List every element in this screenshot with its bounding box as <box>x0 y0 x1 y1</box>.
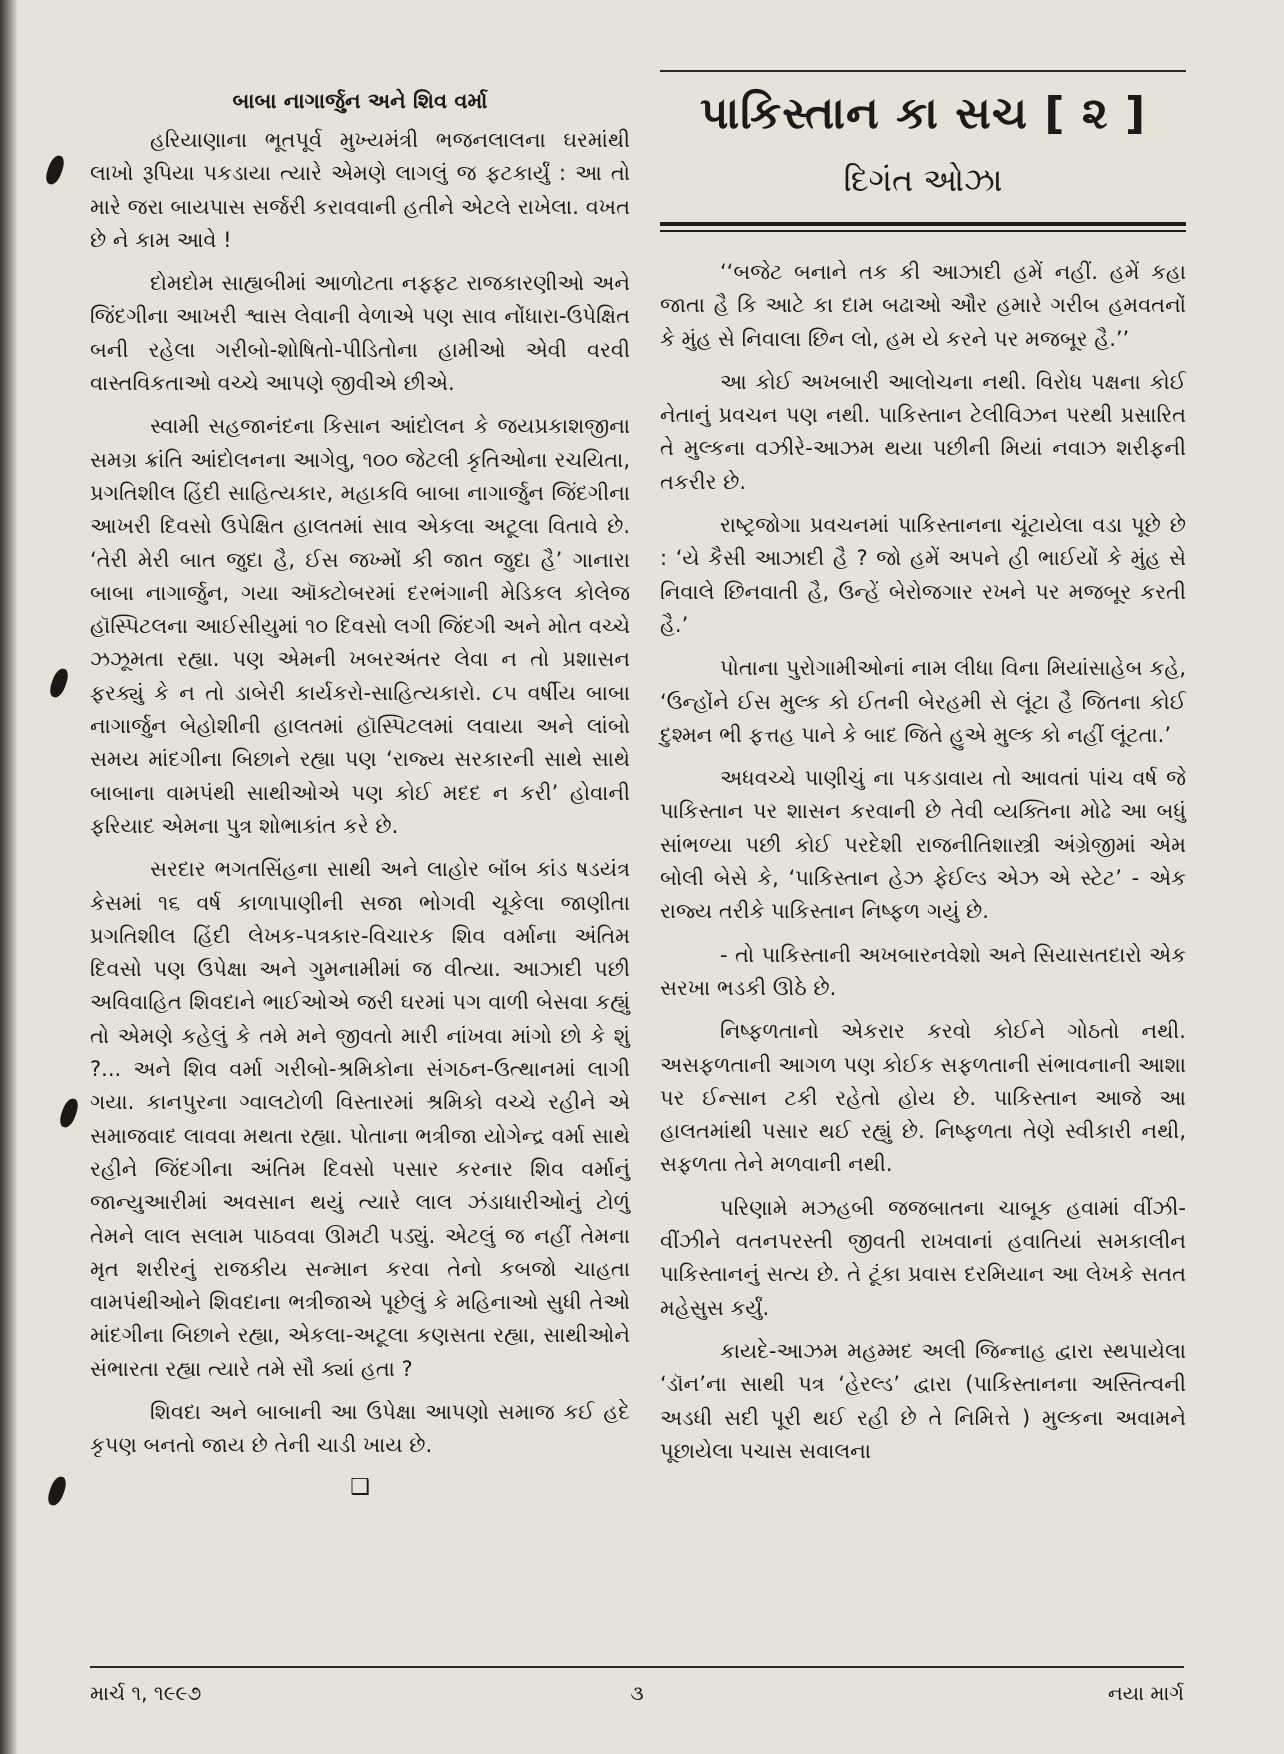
left-article <box>90 86 630 1503</box>
title-bottom-rule <box>660 222 1186 232</box>
right-paragraph-1: ‘‘બજેટ બનાને તક કી આઝાદી હમેં નહીં. હમેં કહા જાતા હૈ કિ આટે કા દામ બઢાઓ ઔર હમારે ગરીબ હમવતનોં કે મુંહ સે નિવાલા છિન લો, હમ યે કરને પર મજબૂર હૈ.’’ <box>660 260 1186 351</box>
punch-hole <box>44 154 67 187</box>
left-paragraph-1: હરિયાણાના ભૂતપૂર્વ મુખ્યમંત્રી ભજનલાલના ઘરમાંથી લાખો રૂપિયા પકડાયા ત્યારે એમણે લાગલું જ ફટકાર્યું : આ તો મારે જરા બાયપાસ સર્જરી કરાવવાની હતીને એટલે રાખેલા. વખત છે ને કામ આવે ! <box>90 128 630 252</box>
right-paragraph-6: - તો પાકિસ્તાની અખબારનવેશો અને સિયાસતદારો એક સરખા ભડકી ઊઠે છે. <box>660 942 1186 1000</box>
page-number: ૩ <box>630 1681 644 1705</box>
author-name: દિગંત ઓઝા <box>843 161 1003 199</box>
right-paragraph-9: કાયદે-આઝમ મહમ્મદ અલી જિન્નાહ દ્વારા સ્થપાયેલા ‘ડૉન’ના સાથી પત્ર ‘હેરલ્ડ’ દ્વારા (પાકિસ્તાનના અસ્તિત્વની અડધી સદી પૂરી થઈ રહી છે તે નિમિત્તે ) મુલ્કના અવામને પૂછાયેલા પચાસ સવાલના <box>660 1338 1186 1463</box>
footer-date: માર્ચ ૧, ૧૯૯૭ <box>90 1681 202 1705</box>
article-end-mark: ❑ <box>350 1474 370 1500</box>
punch-hole <box>46 1475 69 1508</box>
page-footer <box>90 1676 1184 1710</box>
left-paragraph-3: સ્વામી સહજાનંદના કિસાન આંદોલન કે જયપ્રકાશજીના સમગ્ર ક્રાંતિ આંદોલનના આગેવુ, ૧૦૦ જેટલી કૃતિઓના રચયિતા, પ્રગતિશીલ હિંદી સાહિત્યકાર, મહાકવિ બાબા નાગાર્જુન જિંદગીના આખરી દિવસો ઉપેક્ષિત હાલતમાં સાવ એકલા અટૂલા વિતાવે છે. ‘તેરી મેરી બાત જુદા હૈ, ઈસ જખ્મોં કી જાત જુદા હૈ’ ગાનારા બાબા નાગાર્જુન, ગયા ઑક્ટોબરમાં દરભંગાની મેડિકલ કોલેજ હૉસ્પિટલના આઈસીયુમાં ૧૦ દિવસો લગી જિંદગી અને મોત વચ્ચે ઝઝૂમતા રહ્યા. પણ એમની ખબરઅંતર લેવા ન તો પ્રશાસન ફરક્યું કે ન તો ડાબેરી કાર્યકરો-સાહિત્યકારો. ૮૫ વર્ષીય બાબા નાગાર્જુન બેહોશીની હાલતમાં હૉસ્પિટલમાં લવાયા અને લાંબો સમય માંદગીના બિછાને રહ્યા પણ ‘રાજ્ય સરકારની સાથે સાથે બાબાના વામપંથી સાથીઓએ પણ કોઈ મદદ ન કરી’ હોવાની ફરિયાદ એમના પુત્ર શોભાકાંત કરે છે. <box>90 414 630 838</box>
right-paragraph-8: પરિણામે મઝહબી જજબાતના ચાબૂક હવામાં વીંઝી-વીંઝીને વતનપરસ્તી જીવતી રાખવાનાં હવાતિયાં સમકાલીન પાકિસ્તાનનું સત્ય છે. તે ટૂંકા પ્રવાસ દરમિયાન આ લેખકે સતત મહેસુસ કર્યું. <box>660 1195 1186 1320</box>
right-paragraph-3: રાષ્ટ્રજોગા પ્રવચનમાં પાકિસ્તાનના ચૂંટાયેલા વડા પૂછે છે : ‘યે કૈસી આઝાદી હૈ ? જો હમેં અપને હી ભાઈયોં કે મુંહ સે નિવાલે છિનવાતી હૈ, ઉન્હેં બેરોજગાર રખને પર મજબૂર કરતી હૈ.’ <box>660 513 1186 637</box>
binding-shadow <box>0 0 18 1754</box>
title-top-rule <box>660 70 1186 72</box>
right-article <box>660 70 1186 1478</box>
right-paragraph-2: આ કોઈ અખબારી આલોચના નથી. વિરોધ પક્ષના કોઈ નેતાનું પ્રવચન પણ નથી. પાકિસ્તાન ટેલીવિઝન પરથી પ્રસારિત તે મુલ્કના વઝીરે-આઝમ થયા પછીની મિયાં નવાઝ શરીફની તકરીર છે. <box>660 369 1186 494</box>
right-paragraph-7: નિષ્ફળતાનો એકરાર કરવો કોઈને ગોઠતો નથી. અસફળતાની આગળ પણ કોઈક સફળતાની સંભાવનાની આશા પર ઈન્સાન ટકી રહેતો હોય છે. પાકિસ્તાન આજે આ હાલતમાંથી પસાર થઈ રહ્યું છે. નિષ્ફળતા તેણે સ્વીકારી નથી, સફળતા તેને મળવાની નથી. <box>660 1019 1186 1177</box>
right-article-title: પાકિસ્તાન કા સચ [ ૨ ] <box>699 88 1147 139</box>
left-paragraph-2: દોમદોમ સાહ્યબીમાં આળોટતા નફ્ફટ રાજકારણીઓ અને જિંદગીના આખરી શ્વાસ લેવાની વેળાએ પણ સાવ નોંધારા-ઉપેક્ષિત બની રહેલા ગરીબો-શોષિતો-પીડિતોના હામીઓ એવી વરવી વાસ્તવિકતાઓ વચ્ચે આપણે જીવીએ છીએ. <box>90 271 630 396</box>
publication-name: નયા માર્ગ <box>1107 1681 1184 1705</box>
right-paragraph-5: અધવચ્ચે પાણીચું ના પકડાવાય તો આવતાં પાંચ વર્ષ જે પાકિસ્તાન પર શાસન કરવાની છે તેવી વ્યક્તિના મોઢે આ બધું સાંભળ્યા પછી કોઈ પરદેશી રાજનીતિશાસ્ત્રી અંગ્રેજીમાં એમ બોલી બેસે કે, ‘પાકિસ્તાન હેઝ ફેઈલ્ડ એઝ એ સ્ટેટ’ - એક રાજ્ય તરીકે પાકિસ્તાન નિષ્ફળ ગયું છે. <box>660 766 1186 924</box>
left-paragraph-4: સરદાર ભગતસિંહના સાથી અને લાહોર બૉંબ કાંડ ષડયંત્ર કેસમાં ૧૬ વર્ષ કાળાપાણીની સજા ભોગવી ચૂકેલા જાણીતા પ્રગતિશીલ હિંદી લેખક-પત્રકાર-વિચારક શિવ વર્માના અંતિમ દિવસો પણ ઉપેક્ષા અને ગુમનામીમાં જ વીત્યા. આઝાદી પછી અવિવાહિત શિવદાને ભાઈઓએ જરી ઘરમાં પગ વાળી બેસવા કહ્યું તો એમણે કહેલું કે તમે મને જીવતો મારી નાંખવા માંગો છો કે શું ?... અને શિવ વર્મા ગરીબો-શ્રમિકોના સંગઠન-ઉત્થાનમાં લાગી ગયા. કાનપુરના ગ્વાલટોળી વિસ્તારમાં શ્રમિકો વચ્ચે રહીને એ સમાજવાદ લાવવા મથતા રહ્યા. પોતાના ભત્રીજા યોગેન્દ્ર વર્મા સાથે રહીને જિંદગીના અંતિમ દિવસો પસાર કરનાર શિવ વર્માનું જાન્યુઆરીમાં અવસાન થયું ત્યારે લાલ ઝંડાધારીઓનું ટોળું તેમને લાલ સલામ પાઠવવા ઊમટી પડ્યું. એટલું જ નહીં તેમના મૃત શરીરનું રાજકીય સન્માન કરવા તેનો કબજો ચાહતા વામપંથીઓને શિવદાના ભત્રીજાએ પૂછેલું કે મહિનાઓ સુધી તેઓ માંદગીના બિછાને રહ્યા, એકલા-અટૂલા કણસતા રહ્યા, સાથીઓને સંભારતા રહ્યા ત્યારે તમે સૌ ક્યાં હતા ? <box>90 857 630 1381</box>
punch-hole <box>58 1097 81 1130</box>
punch-hole <box>48 667 71 700</box>
right-paragraph-4: પોતાના પુરોગામીઓનાં નામ લીધા વિના મિયાંસાહેબ કહે, ‘ઉન્હોંને ઈસ મુલ્ક કો ઈતની બેરહમી સે લૂંટા હૈ જિતના કોઈ દુશ્મન ભી ફત્તહ પાને કે બાદ જિતે હુએ મુલ્ક કો નહીં લૂંટતા.’ <box>660 656 1186 747</box>
left-paragraph-5: શિવદા અને બાબાની આ ઉપેક્ષા આપણો સમાજ કઈ હદે કૃપણ બનતો જાય છે તેની ચાડી ખાય છે. <box>90 1399 630 1458</box>
footer-rule <box>90 1666 1184 1668</box>
left-article-heading: બાબા નાગાર્જુન અને શિવ વર્મા <box>232 89 488 113</box>
